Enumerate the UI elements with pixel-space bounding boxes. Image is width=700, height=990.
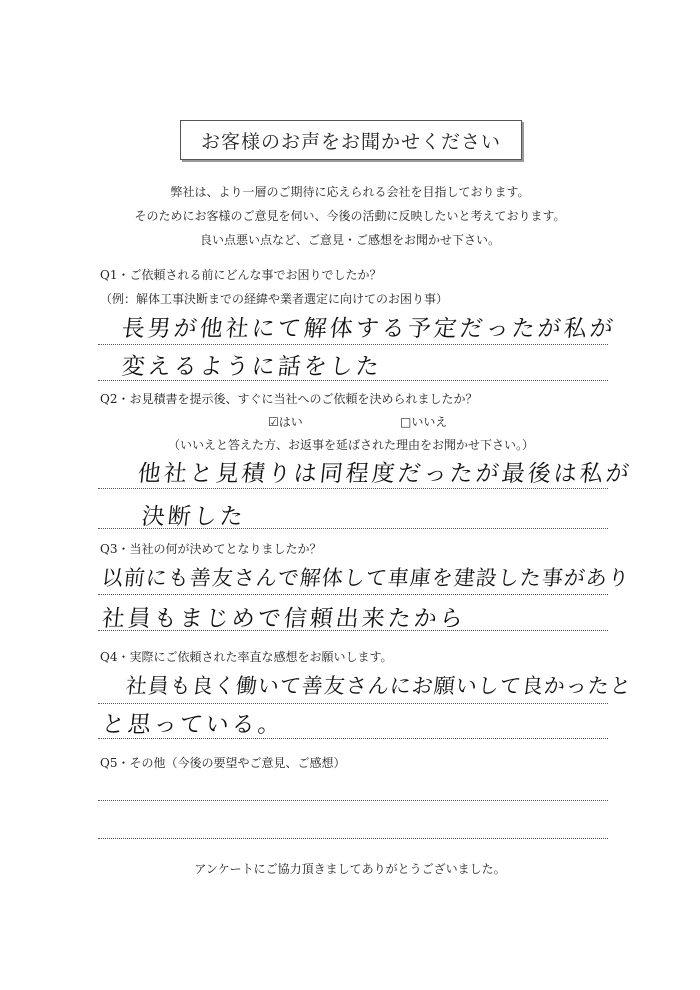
answer-line [98,344,608,345]
q3-answer-line-2: 社員もまじめで信頼出来たから [100,606,468,632]
answer-line [98,630,608,631]
intro-line-2: そのためにお客様のご意見を伺い、今後の活動に反映したいと考えております。 [134,209,566,223]
answer-line [98,838,608,839]
q2-note: （いいえと答えた方、お返事を延ばされた理由をお聞かせ下さい。） [168,438,535,452]
footer-thanks: アンケートにご協力頂きましてありがとうございました。 [194,862,506,876]
q1-example: （例：解体工事決断までの経緯や業者選定に向けてのお困り事） [100,292,449,306]
q1-label: Q1・ご依頼される前にどんな事でお困りでしたか？ [100,268,382,282]
answer-line [98,703,608,704]
q3-label: Q3・当社の何が決めてとなりましたか？ [100,542,322,556]
q2-label: Q2・お見積書を提示後、すぐに当社へのご依頼を決められましたか？ [100,392,478,406]
q4-label: Q4・実際にご依頼された率直な感想をお願いします。 [100,650,393,664]
q2-answer-line-1: 他社と見積りは同程度だったが最後は私が [136,461,634,487]
answer-line [98,594,608,595]
q5-label: Q5・その他（今後の要望やご意見、ご感想） [100,756,346,770]
q2-yes-checkbox[interactable]: ☑はい [268,415,303,429]
q1-answer-line-2: 変えるように話をした [120,354,384,380]
page-title: お客様のお声をお聞かせください [180,120,522,160]
answer-line [98,528,608,529]
q3-answer-line-1: 以前にも善友さんで解体して車庫を建設した事があり [100,566,632,590]
intro-line-3: 良い点悪い点など、ご意見・ご感想をお聞かせ下さい。 [199,233,500,247]
q2-no-checkbox[interactable]: □いいえ [400,415,448,429]
q2-answer-line-2: 決断した [140,504,248,530]
q4-answer-line-2: と思っている。 [100,712,286,738]
q1-answer-line-1: 長男が他社にて解体する予定だったが私が [120,316,618,342]
answer-line [98,488,608,489]
intro-line-1: 弊社は、より一層のご期待に応えられる会社を目指しております。 [170,185,530,199]
answer-line [98,800,608,801]
answer-line [98,380,608,381]
answer-line [98,738,608,739]
q4-answer-line-1: 社員も良く働いて善友さんにお願いして良かったと [124,674,634,698]
